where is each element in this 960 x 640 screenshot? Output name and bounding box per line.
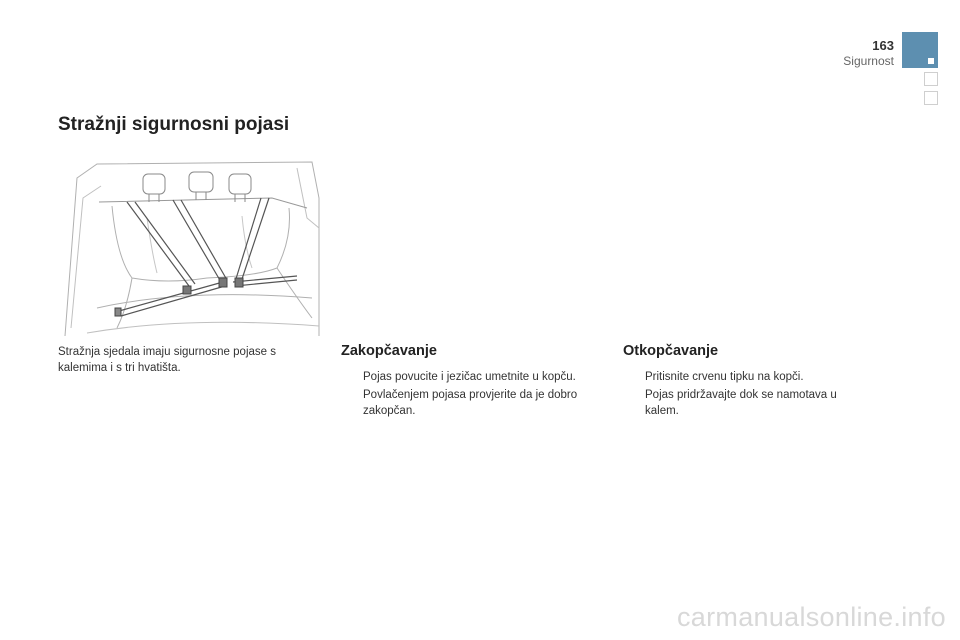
list-item: Pojas pridržavajte dok se namotava u kalem. — [645, 388, 837, 417]
unfastening-section — [623, 343, 873, 421]
chapter-tab[interactable] — [924, 72, 938, 86]
section-name: Sigurnost — [843, 54, 894, 68]
intro-text: Stražnja sjedala imaju sigurnosne pojase s kalemima i s tri hvatišta. — [58, 346, 276, 374]
unfastening-heading: Otkopčavanje — [623, 343, 719, 359]
fastening-heading: Zakopčavanje — [341, 343, 437, 359]
watermark: carmanualsonline.info — [677, 602, 946, 632]
page-number: 163 — [872, 38, 894, 53]
list-item: Povlačenjem pojasa provjerite da je dobro zakopčan. — [363, 388, 578, 417]
list-item: Pojas povucite i jezičac umetnite u kopču. — [363, 371, 576, 383]
chapter-tab-active[interactable] — [902, 32, 938, 68]
fastening-section — [341, 343, 591, 421]
chapter-tab[interactable] — [924, 91, 938, 105]
tab-marker-icon — [928, 58, 934, 64]
list-item: Pritisnite crvenu tipku na kopči. — [645, 371, 804, 383]
page-title: Stražnji sigurnosni pojasi — [58, 114, 290, 135]
rear-seatbelt-illustration — [57, 158, 322, 336]
